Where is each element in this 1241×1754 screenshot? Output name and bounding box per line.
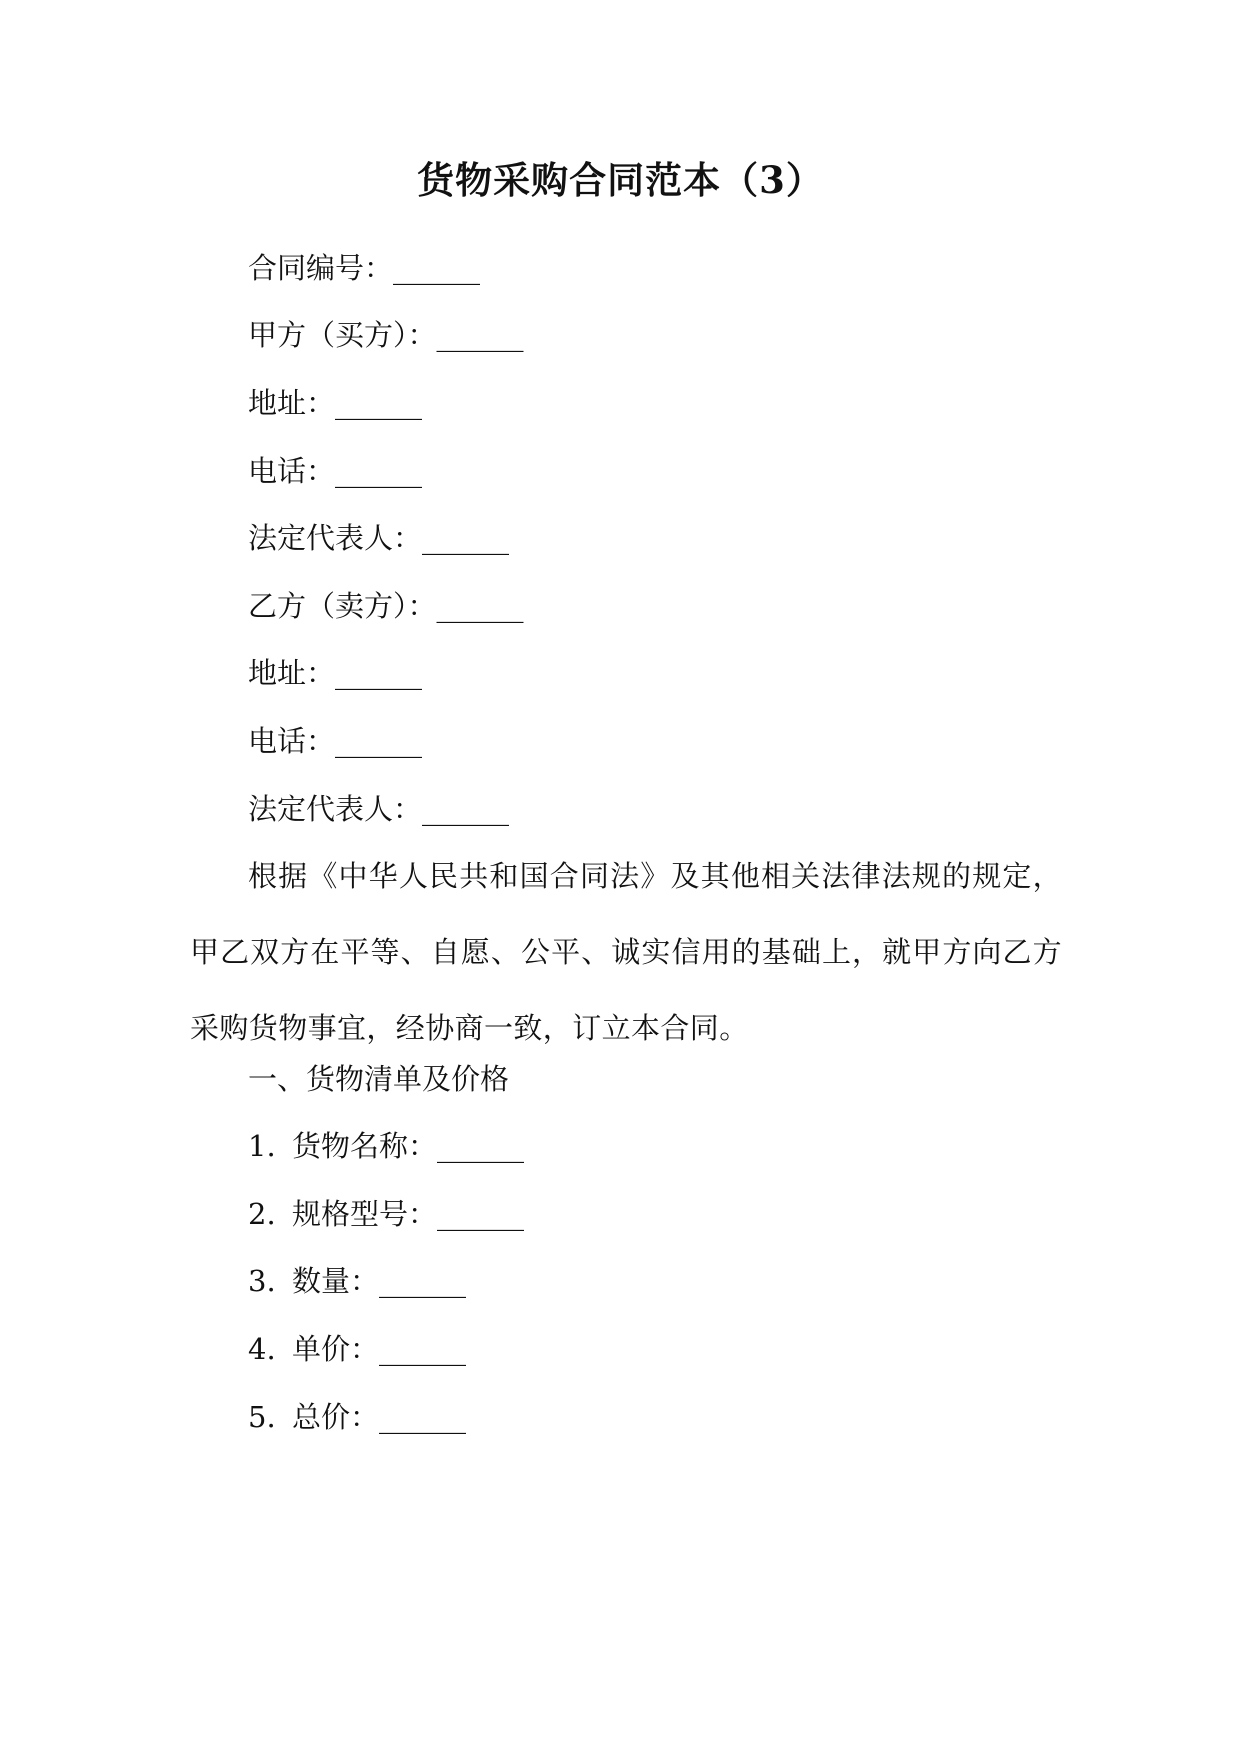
- field-party-a-phone: 电话：______: [248, 454, 423, 488]
- list-item: [248, 1126, 524, 1166]
- field-party-b-address: 地址：______: [248, 656, 423, 690]
- list-item-number: 5.: [248, 1400, 276, 1434]
- list-item-number: 4.: [248, 1332, 276, 1366]
- list-item: [248, 1194, 524, 1234]
- list-item: [248, 1261, 466, 1301]
- list-item-number: 2.: [248, 1197, 276, 1231]
- list-item-text: 数量：______: [292, 1264, 467, 1298]
- document-title: 货物采购合同范本（3）: [417, 158, 824, 202]
- list-item: [248, 1397, 466, 1437]
- preamble-paragraph: 根据《中华人民共和国合同法》及其他相关法律法规的规定，甲乙双方在平等、自愿、公平、诚实信用的基础上，就甲方向乙方采购货物事宜，经协商一致，订立本合同。: [190, 859, 1062, 1045]
- list-item-text: 规格型号：______: [292, 1197, 525, 1231]
- field-party-b-phone: 电话：______: [248, 724, 423, 758]
- list-item-number: 1.: [248, 1129, 276, 1163]
- list-item-text: 总价：______: [292, 1400, 467, 1434]
- list-item-text: 货物名称：______: [292, 1129, 525, 1163]
- field-party-a: 甲方（买方）：______: [248, 318, 524, 352]
- section-heading: 一、货物清单及价格: [248, 1062, 510, 1096]
- field-party-a-representative: 法定代表人：______: [248, 521, 510, 555]
- field-contract-number: 合同编号：______: [248, 251, 481, 285]
- field-party-b-representative: 法定代表人：______: [248, 792, 510, 826]
- list-item: [248, 1329, 466, 1369]
- field-party-b: 乙方（卖方）：______: [248, 589, 524, 623]
- list-item-number: 3.: [248, 1264, 276, 1298]
- list-item-text: 单价：______: [292, 1332, 467, 1366]
- field-party-a-address: 地址：______: [248, 386, 423, 420]
